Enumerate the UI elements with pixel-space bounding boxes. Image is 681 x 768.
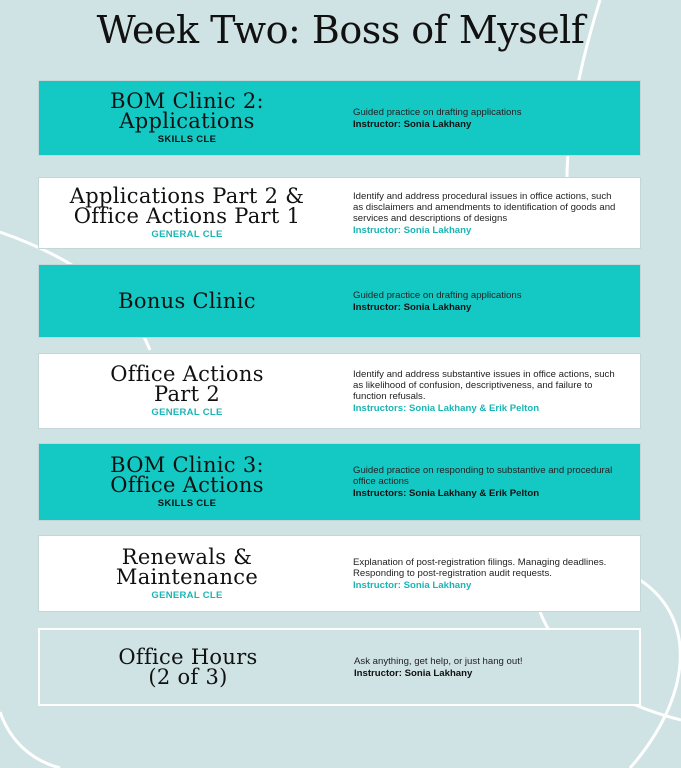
session-card-office-hours [38,628,641,706]
session-card-bom-clinic-2 [38,80,641,156]
session-title: Office Hours (2 of 3) [118,645,258,689]
session-instructor: Instructors: Sonia Lakhany & Erik Pelton [353,402,540,414]
session-instructor: Instructor: Sonia Lakhany [353,224,472,236]
page-title: Week Two: Boss of Myself [96,8,585,52]
session-description: Identify and address substantive issues in office actions, such as likelihood of confusion, descriptiveness, and failure to function refusals. [353,368,615,402]
session-title: BOM Clinic 2: Applications [110,89,264,133]
session-title: Applications Part 2 & Office Actions Part 1 [69,184,305,228]
session-description: Guided practice on drafting applications [353,289,522,301]
cle-badge: SKILLS CLE [157,498,217,509]
session-title: Renewals & Maintenance [115,544,259,589]
session-title: Bonus Clinic [118,289,256,313]
session-title: Office Actions Part 2 [110,362,264,406]
session-instructor: Instructors: Sonia Lakhany & Erik Pelton [353,488,540,499]
session-card-applications-part-2 [38,177,641,249]
session-instructor: Instructor: Sonia Lakhany [353,301,472,313]
session-card-bom-clinic-3 [38,443,641,521]
session-card-bonus-clinic [38,264,641,338]
session-description: Identify and address procedural issues in office actions, such as disclaimers and amendments to identification of goods and services and descriptions of designs [353,190,616,224]
session-instructor: Instructor: Sonia Lakhany [353,118,472,130]
cle-badge: SKILLS CLE [157,134,217,145]
session-title: BOM Clinic 3: Office Actions [110,453,264,497]
session-description: Explanation of post-registration filings. Managing deadlines. Responding to post-registration audit requests. [353,556,607,579]
session-instructor: Instructor: Sonia Lakhany [354,667,473,679]
session-card-office-actions-part-2 [38,353,641,429]
session-instructor: Instructor: Sonia Lakhany [353,579,472,591]
cle-badge: GENERAL CLE [151,229,223,240]
cle-badge: GENERAL CLE [151,589,223,601]
cle-badge: GENERAL CLE [151,407,223,418]
session-description: Ask anything, get help, or just hang out! [354,655,523,667]
session-description: Guided practice on drafting applications [353,106,522,118]
session-description: Guided practice on responding to substantive and procedural office actions [353,465,613,487]
session-card-renewals-maintenance [38,535,641,612]
